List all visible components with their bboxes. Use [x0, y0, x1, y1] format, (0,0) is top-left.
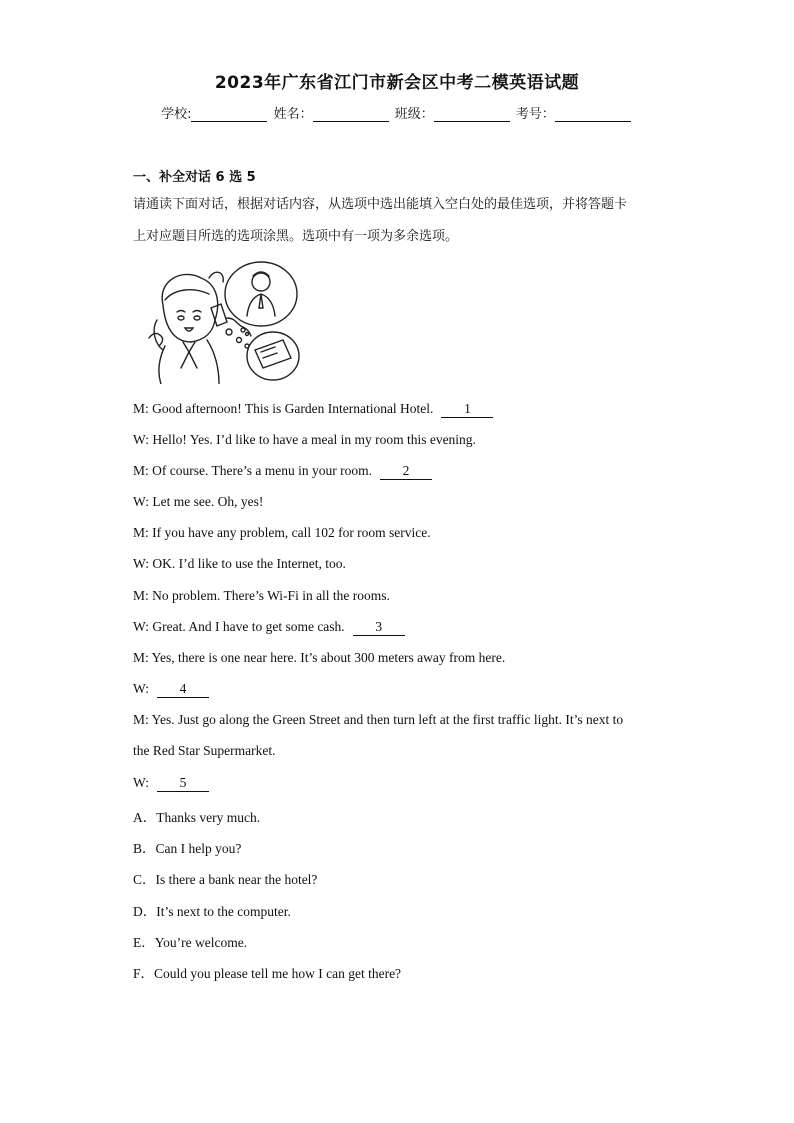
dialogue-line-11: M: Yes. Just go along the Green Street and then turn left at the first traffic light. It’s next to: [133, 712, 624, 727]
page-title: 2023年广东省江门市新会区中考二模英语试题: [214, 73, 580, 93]
dialogue-text: W:: [133, 681, 149, 696]
answer-blank-2[interactable]: 2: [380, 463, 432, 480]
option-b: B．Can I help you?: [133, 841, 242, 856]
exam-number-blank[interactable]: [555, 107, 631, 122]
class-label: 班级：: [394, 107, 434, 122]
dialogue-line-10: [133, 681, 209, 698]
option-d: D．It’s next to the computer.: [133, 904, 291, 919]
instruction-line-2: 上对应题目所选的选项涂黑。选项中有一项为多余选项。: [133, 229, 459, 244]
dialogue-line-12: the Red Star Supermarket.: [133, 743, 276, 758]
dialogue-line-1: [133, 401, 493, 418]
name-field: [274, 103, 391, 122]
dialogue-text: M: Of course. There’s a menu in your room.: [133, 463, 372, 478]
dialogue-line-4: W: Let me see. Oh, yes!: [133, 494, 264, 509]
dialogue-line-9: M: Yes, there is one near here. It’s about 300 meters away from here.: [133, 650, 506, 665]
student-info-row: [0, 103, 794, 122]
school-label: 学校:: [161, 107, 192, 122]
option-a: A．Thanks very much.: [133, 810, 261, 825]
option-c: C．Is there a bank near the hotel?: [133, 872, 318, 887]
phone-call-illustration: [143, 260, 303, 384]
instruction-line-1: 请通读下面对话，根据对话内容，从选项中选出能填入空白处的最佳选项，并将答题卡: [133, 197, 628, 212]
option-e: E．You’re welcome.: [133, 935, 248, 950]
option-f: F．Could you please tell me how I can get there?: [133, 966, 402, 981]
dialogue-text: W: Great. And I have to get some cash.: [133, 619, 345, 634]
exam-number-label: 考号：: [515, 107, 555, 122]
dialogue-line-5: M: If you have any problem, call 102 for room service.: [133, 525, 431, 540]
school-field: [161, 103, 269, 122]
section-title: 一、补全对话 6 选 5: [133, 170, 256, 185]
answer-blank-3[interactable]: 3: [353, 619, 405, 636]
answer-blank-4[interactable]: 4: [157, 681, 209, 698]
answer-blank-1[interactable]: 1: [441, 401, 493, 418]
class-field: [395, 103, 512, 122]
school-blank[interactable]: [191, 107, 267, 122]
dialogue-line-3: [133, 463, 432, 480]
dialogue-line-8: [133, 619, 405, 636]
dialogue-line-2: W: Hello! Yes. I’d like to have a meal in my room this evening.: [133, 432, 476, 447]
dialogue-line-7: M: No problem. There’s Wi-Fi in all the rooms.: [133, 588, 390, 603]
answer-blank-5[interactable]: 5: [157, 775, 209, 792]
dialogue-text: M: Good afternoon! This is Garden International Hotel.: [133, 401, 434, 416]
exam-number-field: [516, 103, 633, 122]
name-label: 姓名：: [273, 107, 313, 122]
dialogue-text: W:: [133, 775, 149, 790]
dialogue-line-6: W: OK. I’d like to use the Internet, too.: [133, 556, 346, 571]
class-blank[interactable]: [434, 107, 510, 122]
dialogue-line-13: [133, 775, 209, 792]
name-blank[interactable]: [313, 107, 389, 122]
